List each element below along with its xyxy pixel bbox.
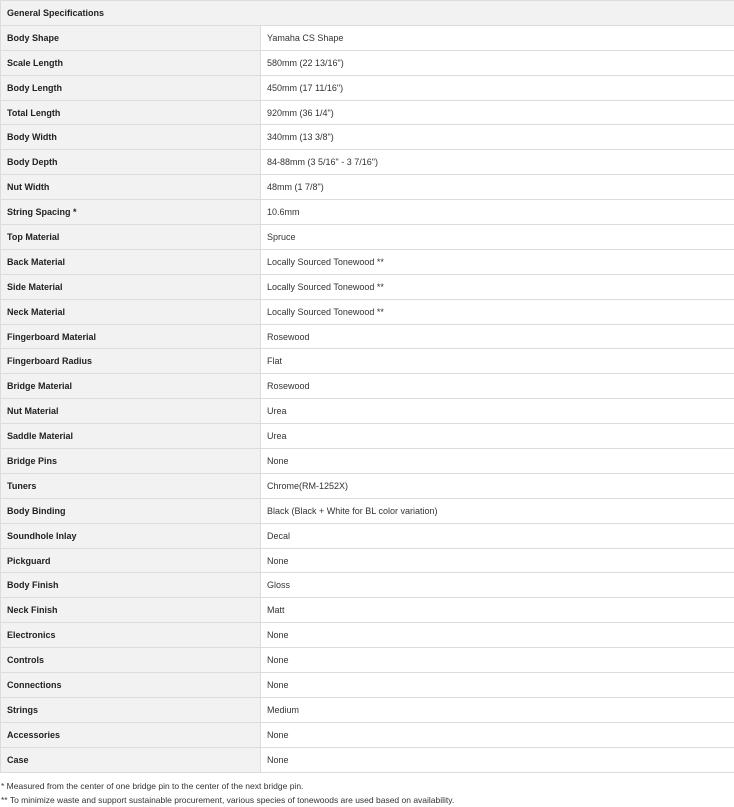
table-row [1, 150, 734, 175]
spec-label: Case [1, 747, 261, 772]
spec-value: Locally Sourced Tonewood ** [261, 299, 734, 324]
spec-value: 920mm (36 1/4") [261, 100, 734, 125]
spec-label: Body Length [1, 75, 261, 100]
table-row [1, 473, 734, 498]
spec-value: Flat [261, 349, 734, 374]
spec-label: Tuners [1, 473, 261, 498]
spec-value: Locally Sourced Tonewood ** [261, 274, 734, 299]
spec-label: Nut Width [1, 175, 261, 200]
spec-value: Chrome(RM-1252X) [261, 473, 734, 498]
table-row [1, 648, 734, 673]
spec-body [1, 25, 734, 772]
table-row [1, 548, 734, 573]
spec-value: None [261, 648, 734, 673]
spec-label: Scale Length [1, 50, 261, 75]
spec-label: Controls [1, 648, 261, 673]
table-row [1, 125, 734, 150]
spec-label: Body Finish [1, 573, 261, 598]
spec-label: Electronics [1, 623, 261, 648]
table-row [1, 399, 734, 424]
table-row [1, 498, 734, 523]
spec-value: 580mm (22 13/16") [261, 50, 734, 75]
spec-value: Locally Sourced Tonewood ** [261, 249, 734, 274]
table-row [1, 200, 734, 225]
spec-value: Decal [261, 523, 734, 548]
spec-label: Top Material [1, 225, 261, 250]
table-row [1, 274, 734, 299]
spec-label: Connections [1, 673, 261, 698]
table-row [1, 75, 734, 100]
spec-label: Side Material [1, 274, 261, 299]
table-row [1, 722, 734, 747]
table-row [1, 349, 734, 374]
spec-label: String Spacing * [1, 200, 261, 225]
spec-value: None [261, 722, 734, 747]
table-row [1, 673, 734, 698]
table-row [1, 50, 734, 75]
spec-label: Body Shape [1, 25, 261, 50]
spec-label: Fingerboard Radius [1, 349, 261, 374]
spec-label: Neck Finish [1, 598, 261, 623]
spec-value: None [261, 449, 734, 474]
table-row [1, 299, 734, 324]
table-row [1, 175, 734, 200]
table-row [1, 374, 734, 399]
spec-label: Pickguard [1, 548, 261, 573]
table-row [1, 523, 734, 548]
spec-value: Spruce [261, 225, 734, 250]
spec-label: Neck Material [1, 299, 261, 324]
spec-value: 84-88mm (3 5/16" - 3 7/16") [261, 150, 734, 175]
spec-value: Medium [261, 697, 734, 722]
table-header: General Specifications [1, 1, 734, 26]
table-row [1, 225, 734, 250]
spec-value: 10.6mm [261, 200, 734, 225]
spec-value: 450mm (17 11/16") [261, 75, 734, 100]
table-header-row [1, 1, 734, 26]
table-row [1, 573, 734, 598]
spec-value: 340mm (13 3/8") [261, 125, 734, 150]
spec-label: Fingerboard Material [1, 324, 261, 349]
footnote-tonewood: ** To minimize waste and support sustainable procurement, various species of tonewoods are used based on availability. [0, 793, 734, 807]
spec-value: Urea [261, 399, 734, 424]
spec-label: Body Depth [1, 150, 261, 175]
spec-label: Body Binding [1, 498, 261, 523]
spec-label: Bridge Pins [1, 449, 261, 474]
spec-value: Urea [261, 424, 734, 449]
spec-value: None [261, 747, 734, 772]
spec-value: Gloss [261, 573, 734, 598]
spec-label: Strings [1, 697, 261, 722]
spec-value: Black (Black + White for BL color variation) [261, 498, 734, 523]
footnote-string-spacing: * Measured from the center of one bridge pin to the center of the next bridge pin. [0, 779, 734, 793]
spec-label: Soundhole Inlay [1, 523, 261, 548]
spec-label: Nut Material [1, 399, 261, 424]
table-row [1, 697, 734, 722]
spec-value: None [261, 673, 734, 698]
spec-value: Rosewood [261, 324, 734, 349]
spec-value: 48mm (1 7/8") [261, 175, 734, 200]
spec-value: None [261, 623, 734, 648]
table-row [1, 324, 734, 349]
spec-label: Back Material [1, 249, 261, 274]
spec-value: None [261, 548, 734, 573]
spec-label: Accessories [1, 722, 261, 747]
table-row [1, 623, 734, 648]
spec-label: Total Length [1, 100, 261, 125]
table-row [1, 598, 734, 623]
spec-label: Saddle Material [1, 424, 261, 449]
table-row [1, 100, 734, 125]
footnotes [0, 779, 734, 807]
table-row [1, 249, 734, 274]
table-row [1, 424, 734, 449]
spec-label: Body Width [1, 125, 261, 150]
spec-value: Matt [261, 598, 734, 623]
spec-value: Yamaha CS Shape [261, 25, 734, 50]
spec-value: Rosewood [261, 374, 734, 399]
table-row [1, 449, 734, 474]
table-row [1, 747, 734, 772]
spec-label: Bridge Material [1, 374, 261, 399]
table-row [1, 25, 734, 50]
